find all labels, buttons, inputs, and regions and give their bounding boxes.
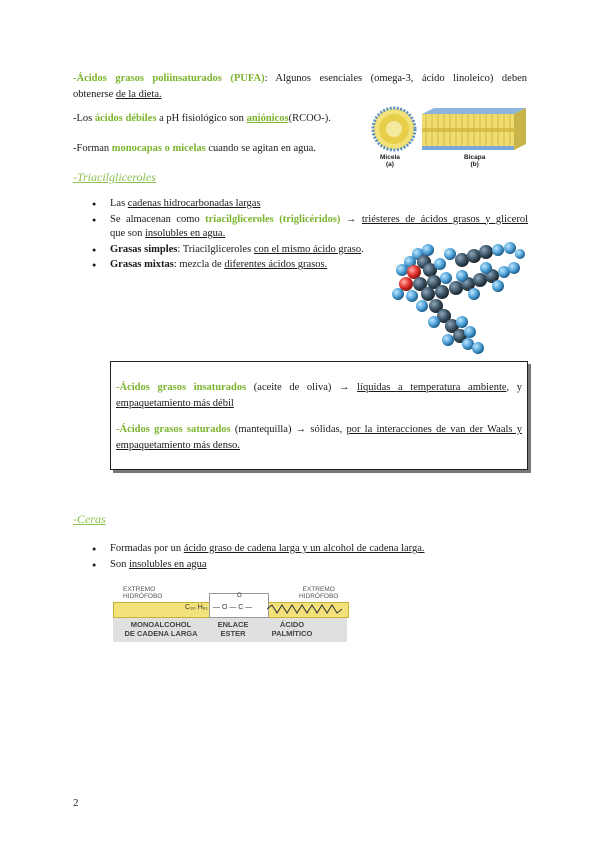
list-item — [92, 558, 528, 573]
weak-acids-term: ácidos débiles — [94, 113, 157, 124]
text: cuando se agitan en agua. — [205, 143, 316, 154]
text: cadenas hidrocarbonadas largas — [127, 198, 261, 209]
triglycerides-term: triacilgliceroles (triglicéridos) — [205, 213, 341, 225]
micelles-term: monocapas o micelas — [111, 143, 206, 154]
section-heading-triacilgliceroles: -Triacilgliceroles — [73, 170, 156, 184]
unsaturated-paragraph — [116, 380, 522, 412]
text: MONOALCOHOL — [130, 620, 192, 629]
text: EXTREMO — [123, 586, 156, 593]
monoalcohol-label — [115, 620, 207, 638]
text: -Los — [73, 113, 95, 124]
saturated-paragraph — [116, 422, 522, 454]
text: Se almacenan como — [110, 213, 206, 225]
wax-structure-diagram — [113, 582, 347, 642]
text: -Forman — [73, 143, 112, 154]
carbonyl-oxygen: O — [237, 593, 242, 599]
bilayer-label-text: Bicapa — [464, 154, 486, 161]
micelle-sub: (a) — [385, 161, 394, 168]
text: HIDRÓFOBO — [123, 593, 163, 600]
list-item — [92, 213, 528, 242]
micelle-bilayer-figure — [370, 106, 528, 172]
text: HIDRÓFOBO — [299, 593, 339, 600]
text: triésteres de ácidos grasos y glicerol — [361, 213, 528, 225]
text: por la interacciones de van der Waals y — [346, 424, 522, 435]
ceras-list — [92, 542, 528, 573]
alcohol-chain-formula: C₃₀ H₆₁ — [185, 604, 208, 611]
micelle-label — [380, 154, 400, 168]
pufa-diet: de la dieta. — [115, 89, 162, 100]
text: EXTREMO — [302, 586, 335, 593]
text: insolubles en agua — [128, 558, 207, 570]
anionic-term: aniónicos — [246, 113, 289, 124]
text: líquidas a temperatura ambiente — [357, 382, 507, 393]
text: ENLACE — [217, 620, 249, 629]
text: insolubles en agua. — [145, 228, 226, 239]
section-heading-ceras: -Ceras — [73, 512, 106, 526]
text: . — [361, 243, 364, 255]
pufa-paragraph — [73, 71, 527, 103]
fatty-acids-box — [110, 361, 528, 470]
text: PALMÍTICO — [271, 629, 313, 638]
text: : mezcla de — [173, 259, 225, 270]
text: (mantequilla) → sólidas, — [230, 424, 347, 435]
text: que son — [110, 228, 145, 239]
hydrophobic-right-label — [299, 586, 338, 600]
hydrophobic-left-label — [123, 586, 162, 600]
page-number: 2 — [73, 797, 79, 809]
text: (aceite de oliva) → — [246, 382, 358, 393]
text: con el mismo ácido graso — [253, 243, 362, 255]
text: empaquetamiento más denso. — [116, 440, 240, 451]
text: Formadas por un — [110, 543, 184, 554]
bilayer-label — [464, 154, 485, 168]
saturated-term: -Ácidos grasos saturados — [116, 424, 231, 435]
text: DE CADENA LARGA — [124, 629, 198, 638]
arrow: → — [340, 213, 362, 225]
text: : Triacilgliceroles — [177, 243, 254, 255]
text: ESTER — [220, 629, 246, 638]
text: Grasas mixtas — [110, 259, 174, 270]
palmitic-chain-zigzag-icon — [267, 603, 345, 615]
text: Las — [110, 198, 128, 209]
pufa-text: : Algunos esenciales (omega-3, ácido linoleico) deben — [264, 73, 527, 84]
text: Grasas simples — [110, 243, 178, 255]
text: ÁCIDO — [279, 620, 305, 629]
text: empaquetamiento más débil — [116, 398, 234, 409]
micelles-paragraph — [73, 143, 316, 154]
ester-bond: — O — C — — [213, 604, 253, 611]
text: a pH fisiológico son — [156, 113, 247, 124]
pufa-text-2: obtenerse — [73, 89, 116, 100]
text: , y — [506, 382, 523, 393]
text: diferentes ácidos grasos. — [224, 259, 328, 270]
weak-acids-paragraph — [73, 113, 331, 124]
text: (RCOO-). — [288, 113, 331, 124]
bilayer-sub: (b) — [470, 161, 479, 168]
triglyceride-molecule-icon — [388, 240, 528, 358]
list-item — [92, 542, 528, 557]
text: Son — [110, 558, 129, 570]
list-item — [92, 197, 528, 212]
ester-bond-label — [211, 620, 255, 638]
text: ácido graso de cadena larga y un alcohol de cadena larga. — [183, 543, 425, 554]
pufa-term: -Ácidos grasos poliinsaturados (PUFA) — [73, 73, 265, 84]
micelle-label-text: Micela — [380, 154, 400, 161]
unsaturated-term: -Ácidos grasos insaturados — [116, 382, 247, 393]
palmitic-acid-label — [263, 620, 321, 638]
